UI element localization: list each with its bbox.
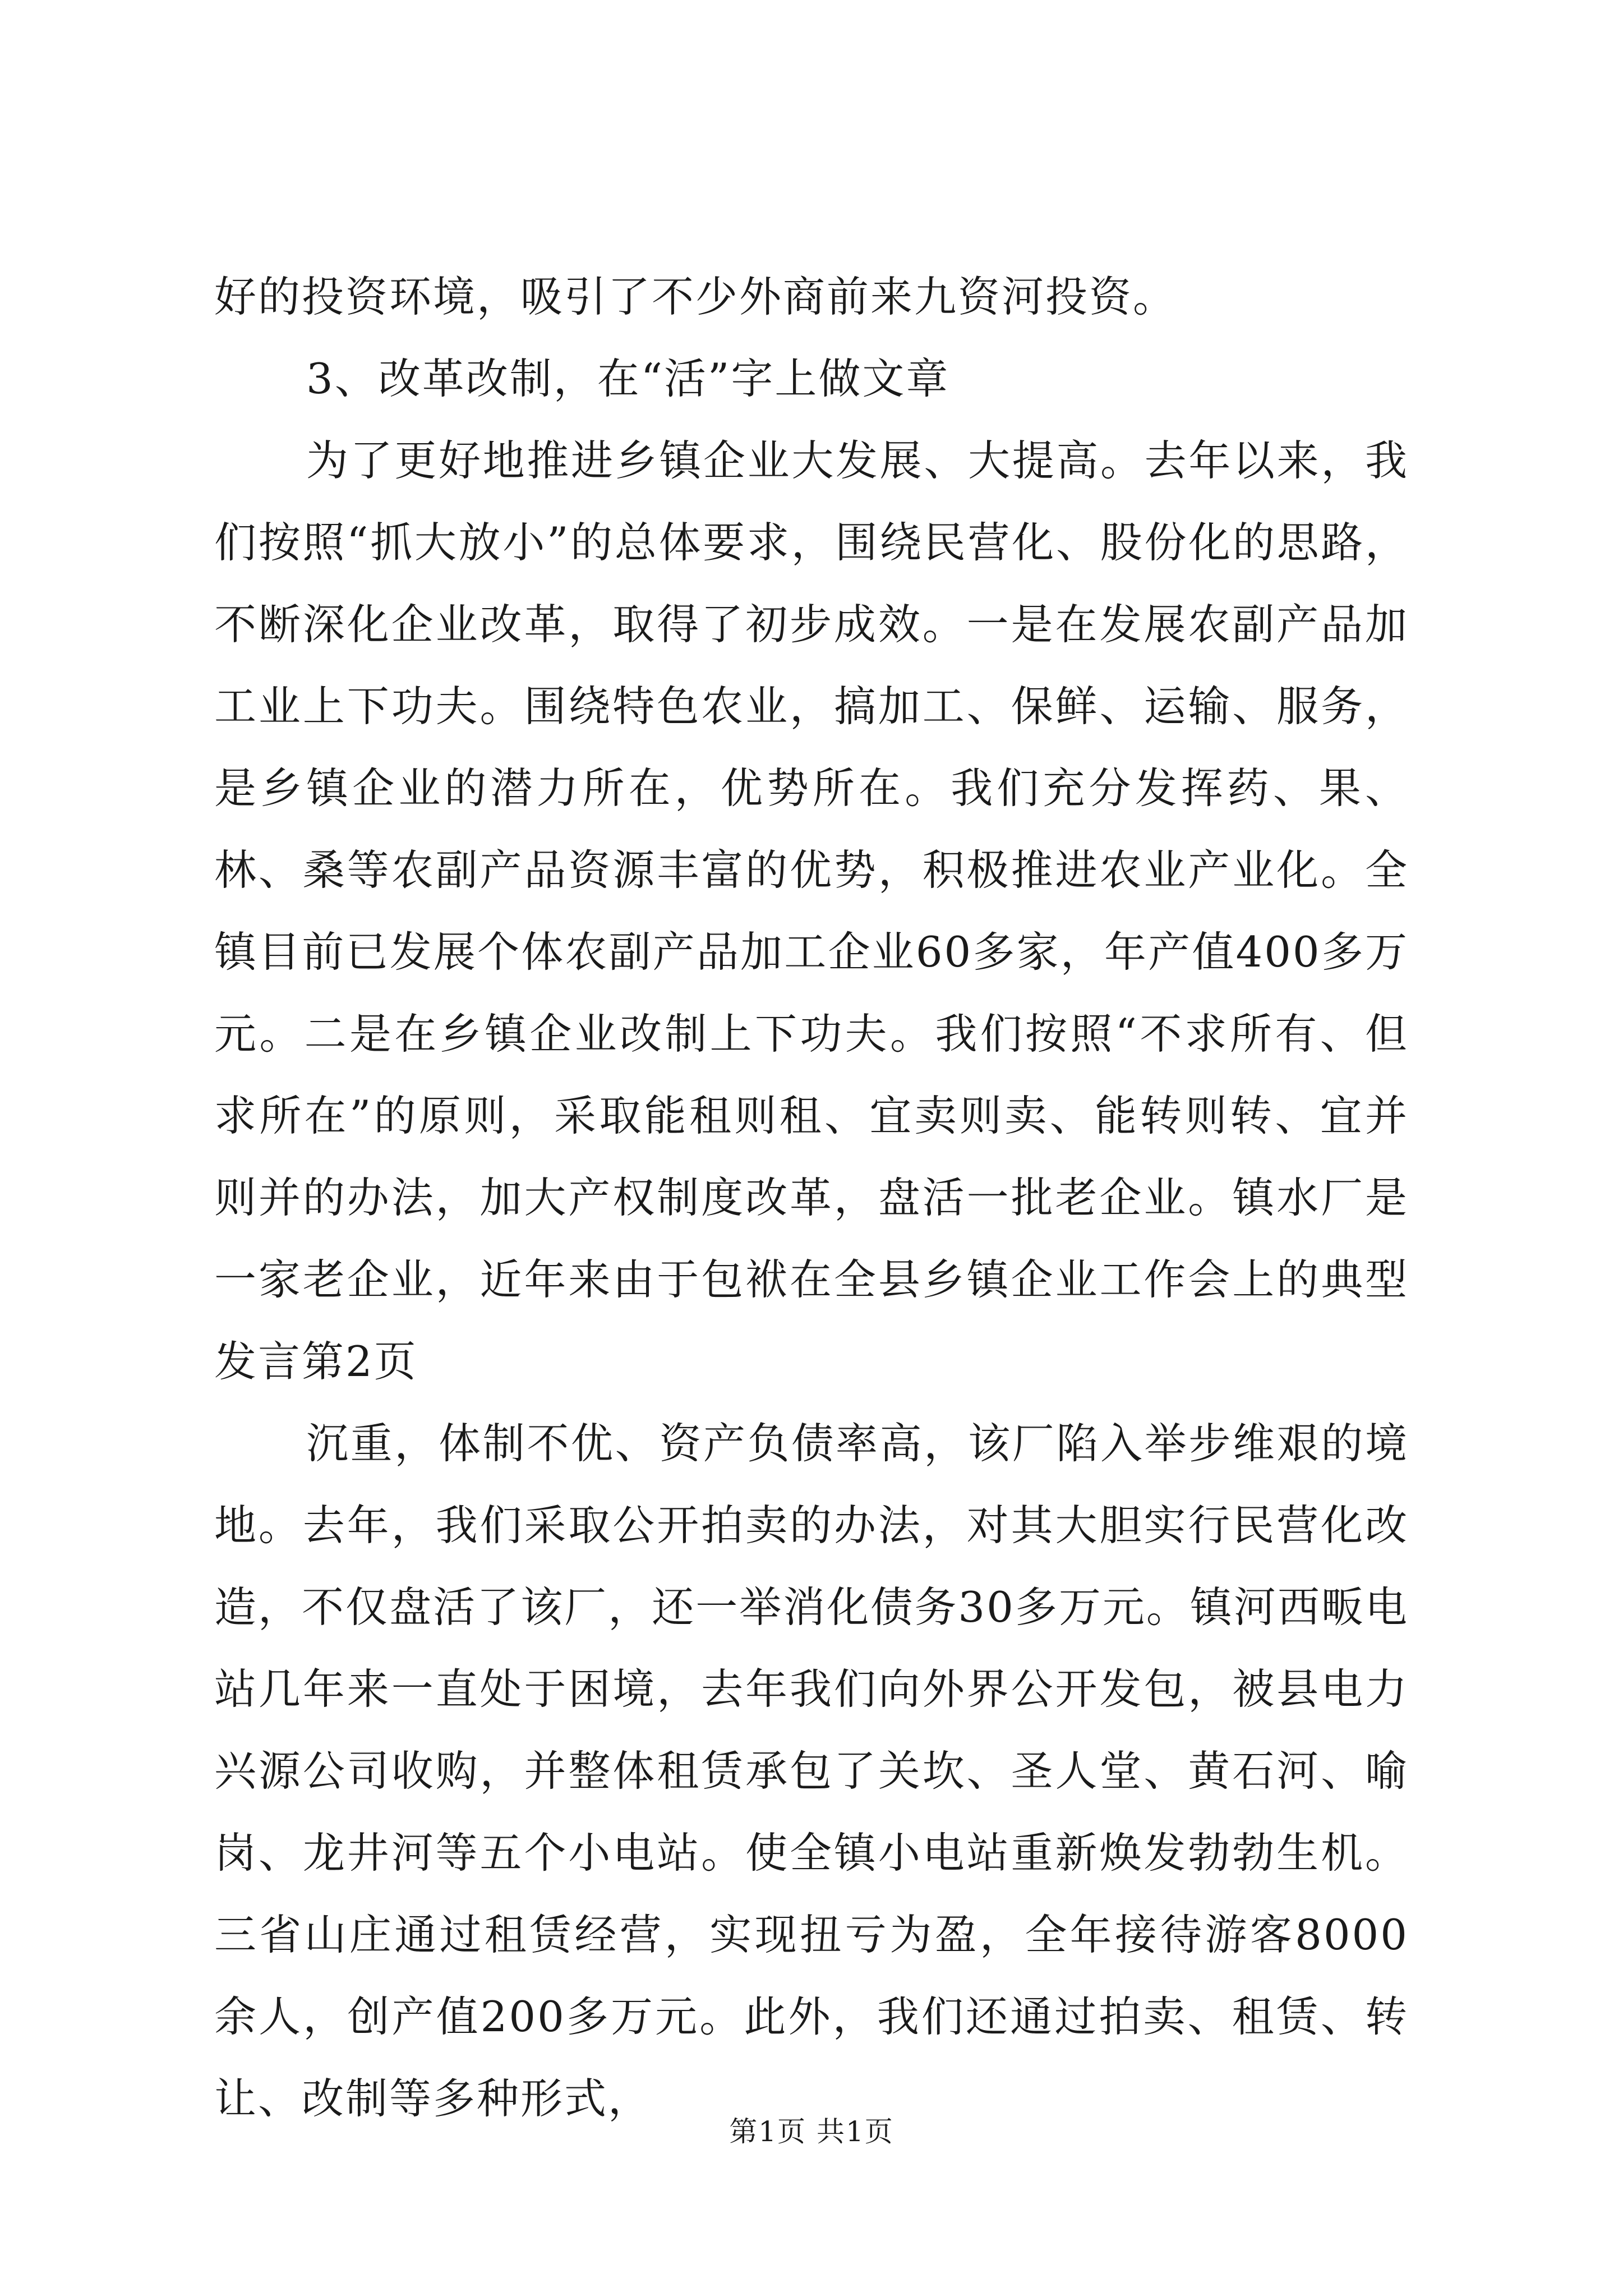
paragraph-reform-continued: 沉重，体制不优、资产负债率高，该厂陷入举步维艰的境地。去年，我们采取公开拍卖的办法，对其大胆实行民营化改造，不仅盘活了该厂，还一举消化债务30多万元。镇河西畈电站几年来一直处于困境，去年我们向外界公开发包，被县电力兴源公司收购，并整体租赁承包了关坎、圣人堂、黄石河、喻岗、龙井河等五个小电站。使全镇小电站重新焕发勃勃生机。三省山庄通过租赁经营，实现扭亏为盈，全年接待游客8000余人，创产值200多万元。此外，我们还通过拍卖、租赁、转让、改制等多种形式， <box>214 1419 1409 2123</box>
document-body <box>214 256 1409 2139</box>
section-heading: 3、改革改制，在“活”字上做文章 <box>306 354 950 403</box>
page-footer: 第1页 共1页 <box>729 2115 894 2148</box>
paragraph-intro-tail: 好的投资环境，吸引了不少外商前来九资河投资。 <box>214 272 1177 321</box>
paragraph-reform: 为了更好地推进乡镇企业大发展、大提高。去年以来，我们按照“抓大放小”的总体要求，围绕民营化、股份化的思路，不断深化企业改革，取得了初步成效。一是在发展农副产品加工业上下功夫。围绕特色农业，搞加工、保鲜、运输、服务，是乡镇企业的潜力所在，优势所在。我们充分发挥药、果、林、桑等农副产品资源丰富的优势，积极推进农业产业化。全镇目前已发展个体农副产品加工企业60多家，年产值400多万元。二是在乡镇企业改制上下功夫。我们按照“不求所有、但求所在”的原则，采取能租则租、宜卖则卖、能转则转、宜并则并的办法，加大产权制度改革，盘活一批老企业。镇水厂是一家老企业，近年来由于包袱在全县乡镇企业工作会上的典型发言第2页 <box>214 436 1409 1386</box>
